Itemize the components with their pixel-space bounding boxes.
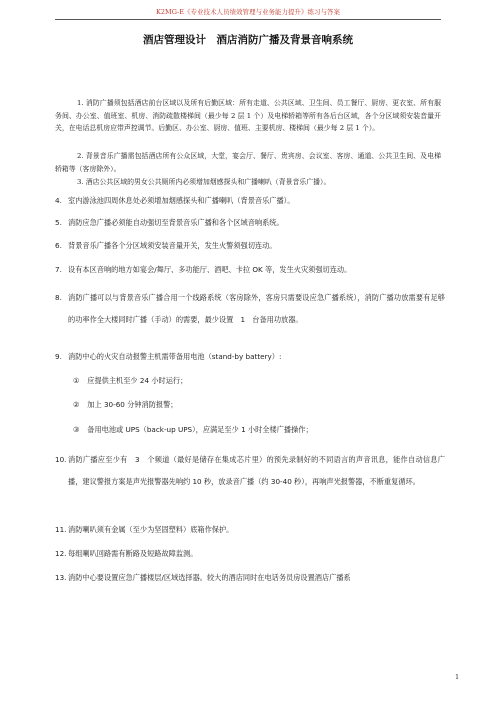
list-item-number: 9. [55, 352, 62, 361]
document-title: 酒店管理设计 酒店消防广播及背景音响系统 [143, 34, 353, 46]
page-number: 1 [455, 673, 460, 681]
sub-item-3 [73, 424, 433, 437]
sub-item-text: 备用电池或 UPS（back-up UPS），应满足至少 1 小时全楼广播操作； [87, 425, 313, 434]
list-item-text: 设有本区音响的地方如宴会/舞厅、多功能厅、酒吧、卡拉 OK 等，发生火灾须强切连动。 [68, 265, 352, 274]
page-header: K2MG-E《专业技术人员绩效管理与业务能力提升》练习与答案 [156, 8, 340, 16]
list-item-number: 5. [55, 218, 62, 227]
list-item-text: 每组喇叭回路需有断路及短路故障监测。 [68, 549, 198, 558]
paragraph-3: 3. 酒店公共区域的男女公共厕所内必须增加烟感探头和广播喇叭（背景音乐广播）。 [77, 178, 331, 186]
list-item-number: 10. [55, 455, 67, 464]
list-item-text: 室内游泳池四周休息处必须增加烟感探头和广播喇叭（背景音乐广播）。 [68, 196, 295, 205]
sub-item-1 [73, 375, 433, 388]
paragraph-2: 2. 背景音乐广播需包括酒店所有公众区域，大堂，宴会厅、餐厅、贵宾房、会议室、客房、通道、公共卫生间、及电梯轿箱等（客房除外）。 [55, 152, 441, 173]
sub-item-marker: ① [73, 376, 80, 385]
paragraph-1: 1. 消防广播须包括酒店前台区域以及所有后勤区域：所有走道、公共区域、卫生间、员工餐厅、厨房、更衣室、所有服务间、办公室、值班室、机房、消防疏散楼梯间（最少每 2 层 1 个）及电梯轿箱等所有各后台区域，各个分区域须安装音量开关，在电话总机房应带声控调节。后勤区、办公室、厨房、值班、主要机房、楼梯间（最少每 2 层 1 个）。 [55, 99, 441, 133]
list-item-number: 13. [55, 573, 67, 582]
list-item-text: 消防喇叭须有金属（至少为坚固塑料）底箱作保护。 [68, 525, 234, 534]
list-item-number: 6. [55, 241, 62, 250]
list-item-text: 消防中心的火灾自动报警主机需带备用电池（stand-by battery）: [68, 352, 282, 361]
sub-item-text: 应提供主机至少 24 小时运行； [87, 376, 188, 385]
list-item-number: 11. [55, 525, 67, 534]
list-item-text: 消防应急广播必须能自动强切至背景音乐广播和各个区域音响系统。 [68, 218, 284, 227]
sub-item-2 [73, 399, 433, 412]
sub-item-text: 加上 30-60 分钟消防报警； [87, 400, 178, 409]
list-item-number: 8. [55, 293, 62, 302]
list-item-text: 消防广播应至少有 3 个频道（最好是储存在集成芯片里）的预先录制好的不同语言的声音讯息，能作自动信息广播，建议警报方案是声光报警器先响约 10 秒，放录音广播（约 30-40 秒），再响声光报警器，不断重复循环。 [68, 455, 445, 486]
list-item-number: 12. [55, 549, 67, 558]
list-item-text: 背景音乐广播各个分区域须安装音量开关，发生火警须强切连动。 [68, 241, 277, 250]
list-item-text: 消防中心要设置应急广播楼层/区域选择器。较大的酒店同时在电话务员房设置酒店广播系 [68, 573, 351, 582]
header-rule [55, 19, 441, 20]
list-item-number: 7. [55, 265, 62, 274]
list-item-number: 4. [55, 196, 62, 205]
list-item-text: 消防广播可以与背景音乐广播合用一个线路系统（客房除外，客房只需要设应急广播系统），消防广播功放需要有足够的功率作全大楼同时广播（手动）的需要，最少设置 1 台备用功放器。 [68, 293, 445, 324]
sub-item-marker: ③ [73, 425, 80, 434]
sub-item-marker: ② [73, 400, 80, 409]
